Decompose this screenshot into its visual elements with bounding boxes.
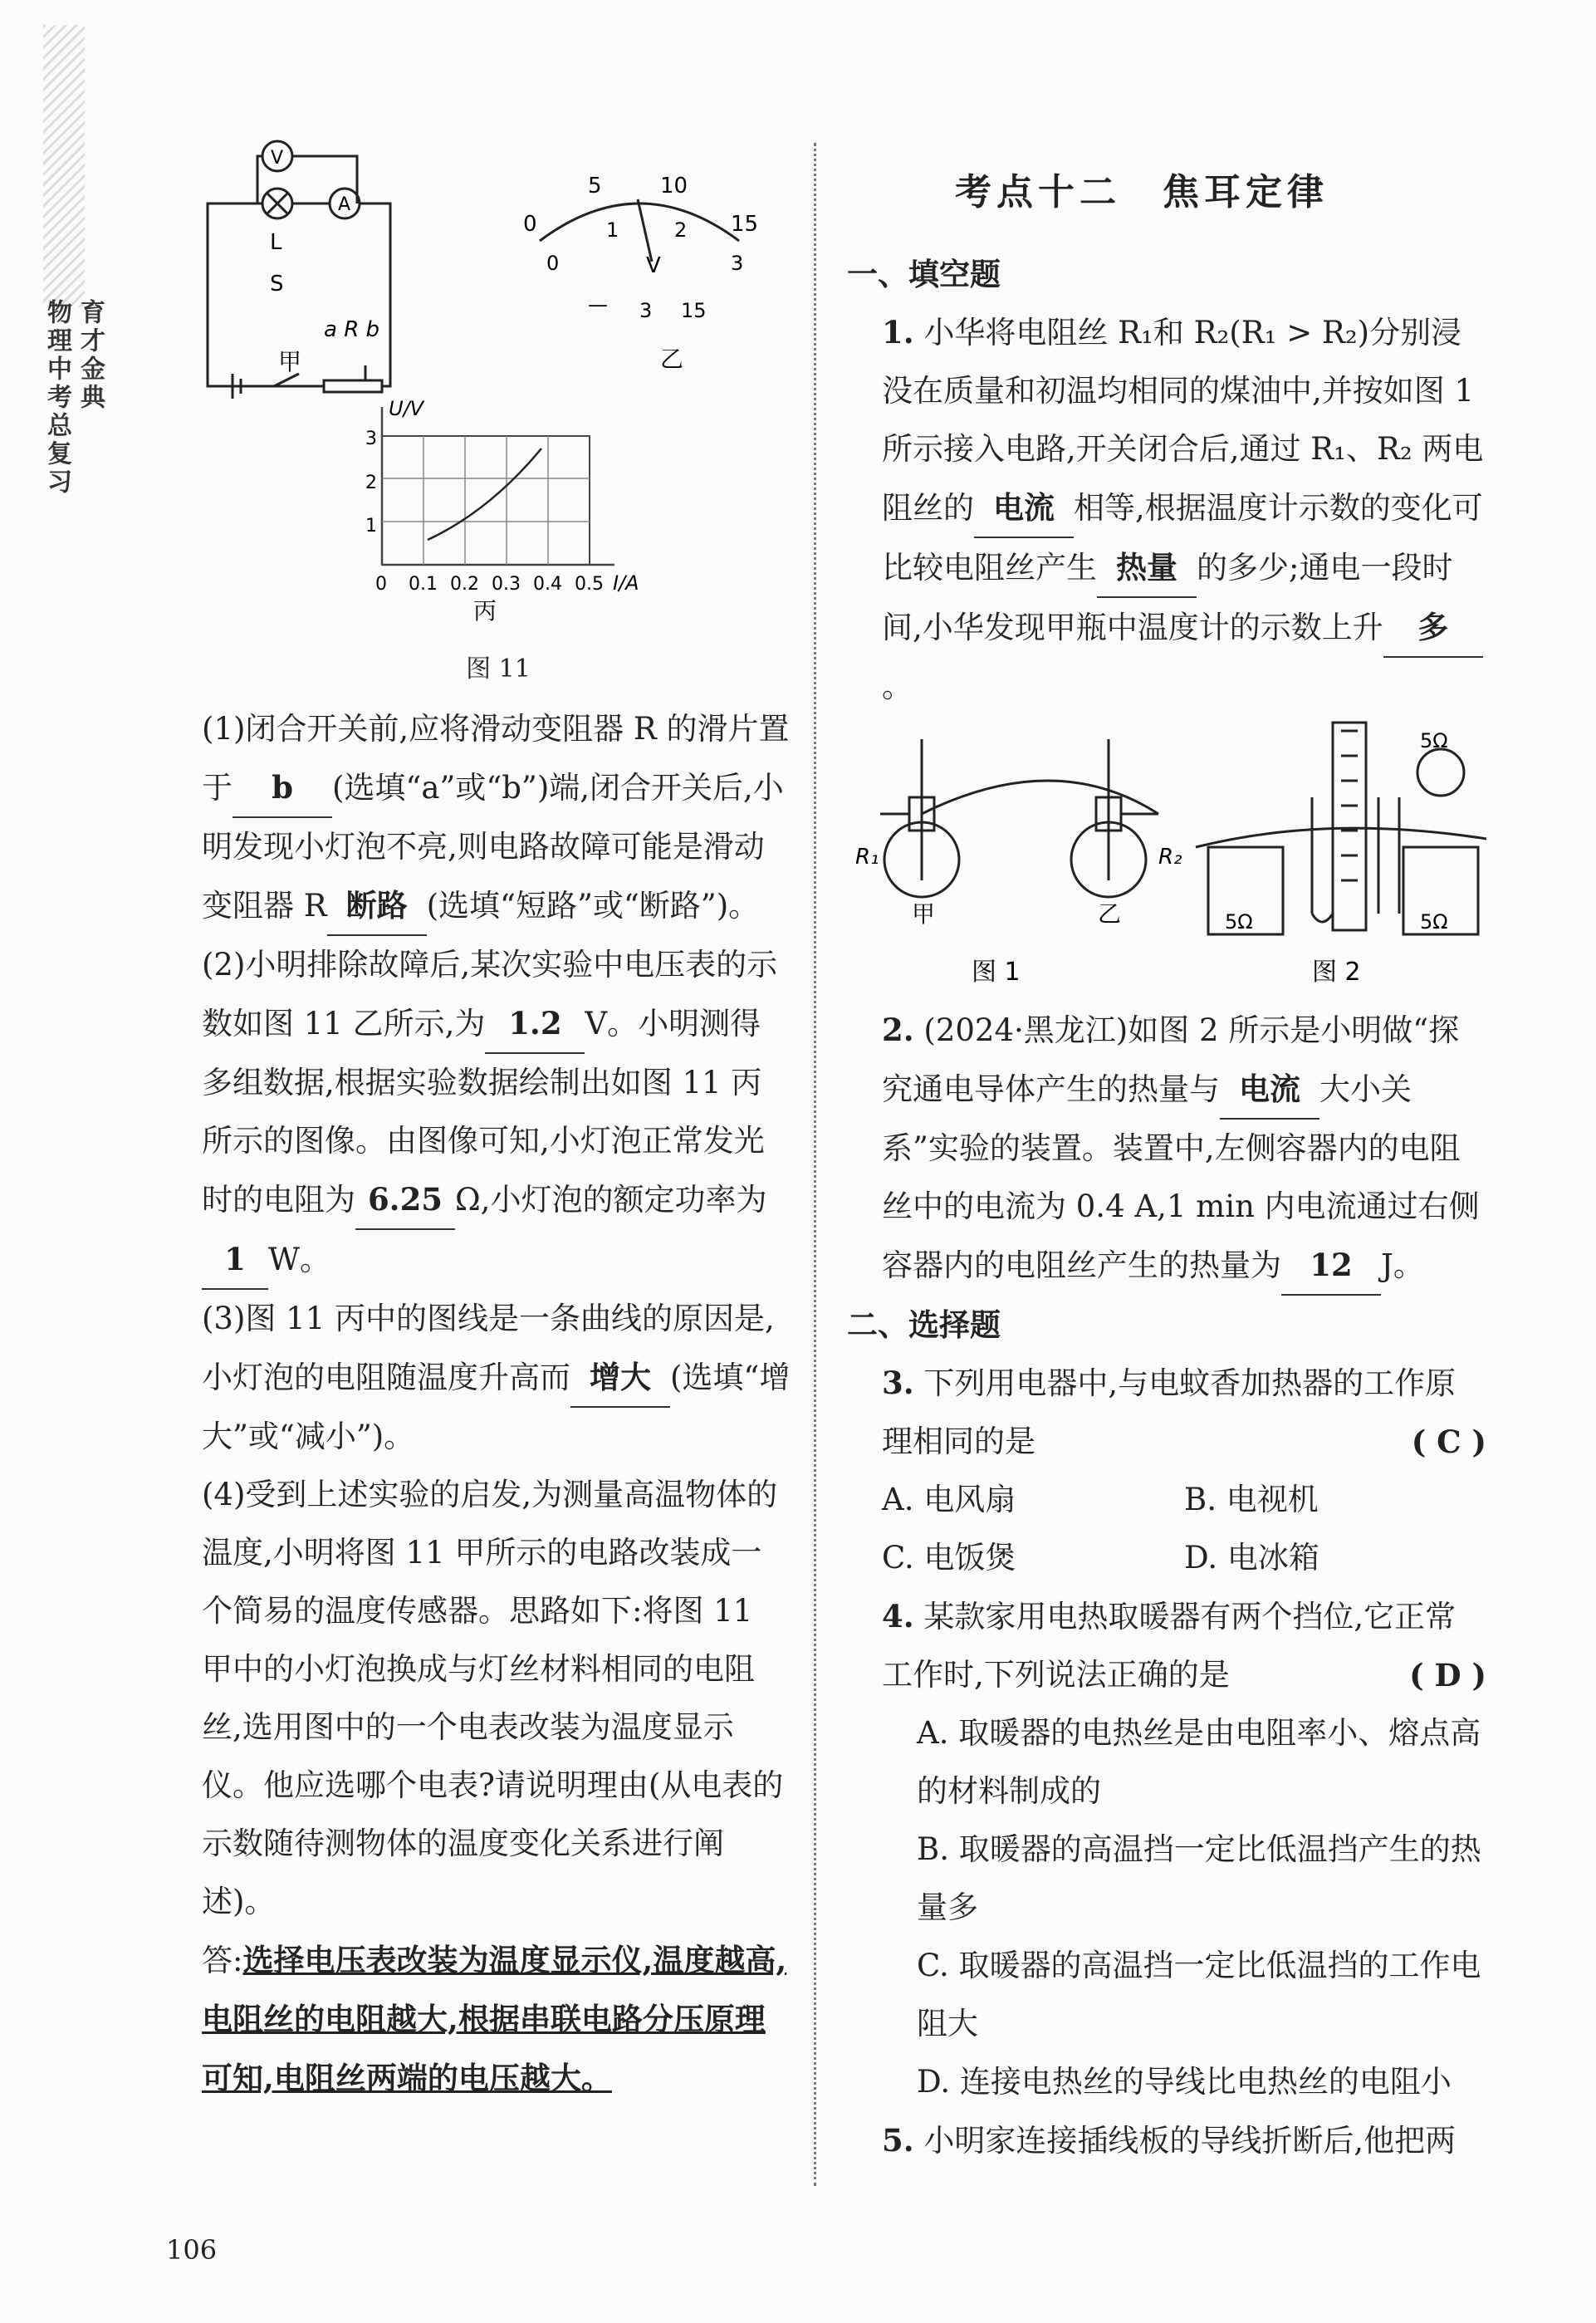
left-q3: (3)图 11 丙中的图线是一条曲线的原因是,小灯泡的电阻随温度升高而 增大 (选填“增大”或“减小”)。 [202,1301,791,1454]
rheostat-label: a R b [324,317,380,342]
answer-q1-1: b [233,758,332,818]
part2-heading: 二、选择题 [847,1306,1001,1343]
dial-top-10: 10 [660,174,688,198]
answer-q2-1: 1.2 [485,994,585,1054]
xtick-0.2: 0.2 [450,574,479,595]
q4-option-b: B. 取暖器的高温挡一定比低温挡产生的热量多 [917,1831,1481,1925]
q3-option-d: D. 电冰箱 [1184,1540,1319,1576]
graph-xlabel: I/A [613,571,639,595]
ammeter-label: A [338,194,351,215]
fig2-r-top: 5Ω [1420,729,1448,752]
sidebar-title [42,299,106,513]
caption-yi: 乙 [660,346,684,373]
column-divider [814,143,816,2186]
dial-top-15: 15 [731,212,759,237]
terminal-3: 3 [639,299,653,322]
answer-r-q2-2: 12 [1281,1236,1381,1296]
left-q2: (2)小明排除故障后,某次实验中电压表的示数如图 11 乙所示,为 1.2 V。小明测得多组数据,根据实验数据绘制出如图 11 丙所示的图像。由图像可知,小灯泡正常发光时的电阻为 6.25 Ω,小灯泡的额定功率为1 W。 [202,936,791,1290]
dial-bottom-1: 1 [606,218,619,242]
decorative-stripe [43,25,85,307]
fig1-caption: 图 1 [972,958,1021,987]
caption-jia: 甲 [278,348,302,375]
page-number: 106 [166,2234,218,2266]
right-column-top [847,245,1486,716]
left-q1: (1)闭合开关前,应将滑动变阻器 R 的滑片置于 b (选填“a”或“b”)端,闭合开关后,小明发现小灯泡不亮,则电路故障可能是滑动变阻器 R 断路 (选填“短路”或“断路”)。 [202,700,791,936]
q3-options [847,1471,1486,1587]
part1-heading: 一、填空题 [847,256,1001,292]
dial-bottom-3: 3 [731,252,744,275]
q3-option-c: C. 电饭煲 [882,1540,1016,1576]
fig1-jar-yi: 乙 [1098,900,1122,928]
answer-r-q1-2: 热量 [1097,538,1197,598]
figure-2 [1196,723,1486,934]
fig1-r1: R₁ [855,845,879,870]
figure-1 [880,739,1158,897]
voltmeter-dial [540,199,739,262]
iu-graph [382,407,614,565]
lamp-label: L [270,230,282,255]
dial-top-5: 5 [588,174,602,198]
left-q4-answer: 答:选择电压表改装为温度显示仪,温度越高,电阻丝的电阻越大,根据串联电路分压原理可知,电阻丝两端的电压越大。 [202,1942,787,2096]
figures-1-2 [847,714,1486,997]
ytick-1: 1 [365,516,377,537]
right-q5: 5. 小明家连接插线板的导线折断后,他把两 [882,2122,1456,2159]
answer-r-q2-1: 电流 [1220,1060,1319,1120]
q4-option-d: D. 连接电热丝的导线比电热丝的电阻小 [917,2064,1452,2100]
series-name: 育才金典 [76,299,105,412]
answer-q3: 增大 [570,1348,670,1408]
figure-11-title: 图 11 [466,654,531,684]
terminal-minus: — [588,293,608,316]
ytick-2: 2 [365,473,377,493]
xtick-0.5: 0.5 [575,574,604,595]
graph-ylabel: U/V [389,397,424,420]
fig2-caption: 图 2 [1312,958,1361,987]
right-q1: 1. 小华将电阻丝 R₁和 R₂(R₁ > R₂)分别浸没在质量和初温均相同的煤油中,并按如图 1 所示接入电路,开关闭合后,通过 R₁、R₂ 两电阻丝的 电流 相等,根据温度计示数的变化可比较电阻丝产生 热量 的多少;通电一段时间,小华发现甲瓶中温度计的示数上升 多。 [882,314,1484,704]
fig1-r2: R₂ [1158,845,1182,870]
switch-label: S [270,272,284,297]
answer-r-q3: ( C ) [1411,1424,1486,1460]
caption-bing: 丙 [473,597,497,625]
fig1-jar-jia: 甲 [912,900,936,928]
dial-bottom-0: 0 [546,252,560,275]
fig2-r-left: 5Ω [1225,910,1253,934]
answer-q2-2: 6.25 [355,1170,455,1230]
xtick-0: 0 [375,574,387,595]
answer-q4: 选择电压表改装为温度显示仪,温度越高,电阻丝的电阻越大,根据串联电路分压原理可知,电阻丝两端的电压越大。 [202,1942,787,2096]
right-q2: 2. (2024·黑龙江)如图 2 所示是小明做“探究通电导体产生的热量与 电流 大小关系”实验的装置。装置中,左侧容器内的电阻丝中的电流为 0.4 A,1 min 内电流通过右侧容器内的电阻丝产生的热量为 12 J。 [847,1001,1486,1296]
figure-11 [191,133,772,664]
q3-option-a: A. 电风扇 [882,1482,1016,1517]
answer-r-q1-1: 电流 [974,478,1074,538]
xtick-0.1: 0.1 [409,574,438,595]
right-q3: 3. 下列用电器中,与电蚊香加热器的工作原理相同的是 ( C ) [847,1354,1486,1471]
right-q4: 4. 某款家用电热取暖器有两个挡位,它正常工作时,下列说法正确的是 ( D ) [847,1587,1486,1704]
xtick-0.4: 0.4 [533,574,562,595]
ytick-3: 3 [365,429,377,449]
answer-r-q4: ( D ) [1409,1657,1486,1693]
left-q4: (4)受到上述实验的启发,为测量高温物体的温度,小明将图 11 甲所示的电路改装成一个简易的温度传感器。思路如下:将图 11 甲中的小灯泡换成与灯丝材料相同的电阻丝,选用图中的一个电表改装为温度显示仪。他应选哪个电表?请说明理由(从电表的示数随待测物体的温度变化关系进行阐述)。 [202,1477,784,1919]
answer-r-q1-3: 多 [1383,598,1483,658]
fig2-r-right: 5Ω [1420,910,1448,934]
q4-option-c: C. 取暖器的高温挡一定比低温挡的工作电阻大 [917,1948,1481,2041]
left-column [202,700,791,2108]
dial-top-0: 0 [523,212,537,237]
terminal-15: 15 [681,299,707,322]
q4-option-a: A. 取暖器的电热丝是由电阻率小、熔点高的材料制成的 [917,1715,1481,1809]
xtick-0.3: 0.3 [492,574,521,595]
answer-q1-2: 断路 [327,876,427,936]
q3-option-b: B. 电视机 [1184,1482,1319,1517]
dial-bottom-2: 2 [674,218,688,242]
answer-q2-3: 1 [202,1230,268,1290]
subject-name: 物理中考总复习 [42,299,71,497]
voltmeter-label: V [271,148,284,169]
right-column-bottom [847,1001,1486,2170]
section-title: 考点十二 焦耳定律 [955,171,1329,213]
dial-unit: V [646,253,661,278]
